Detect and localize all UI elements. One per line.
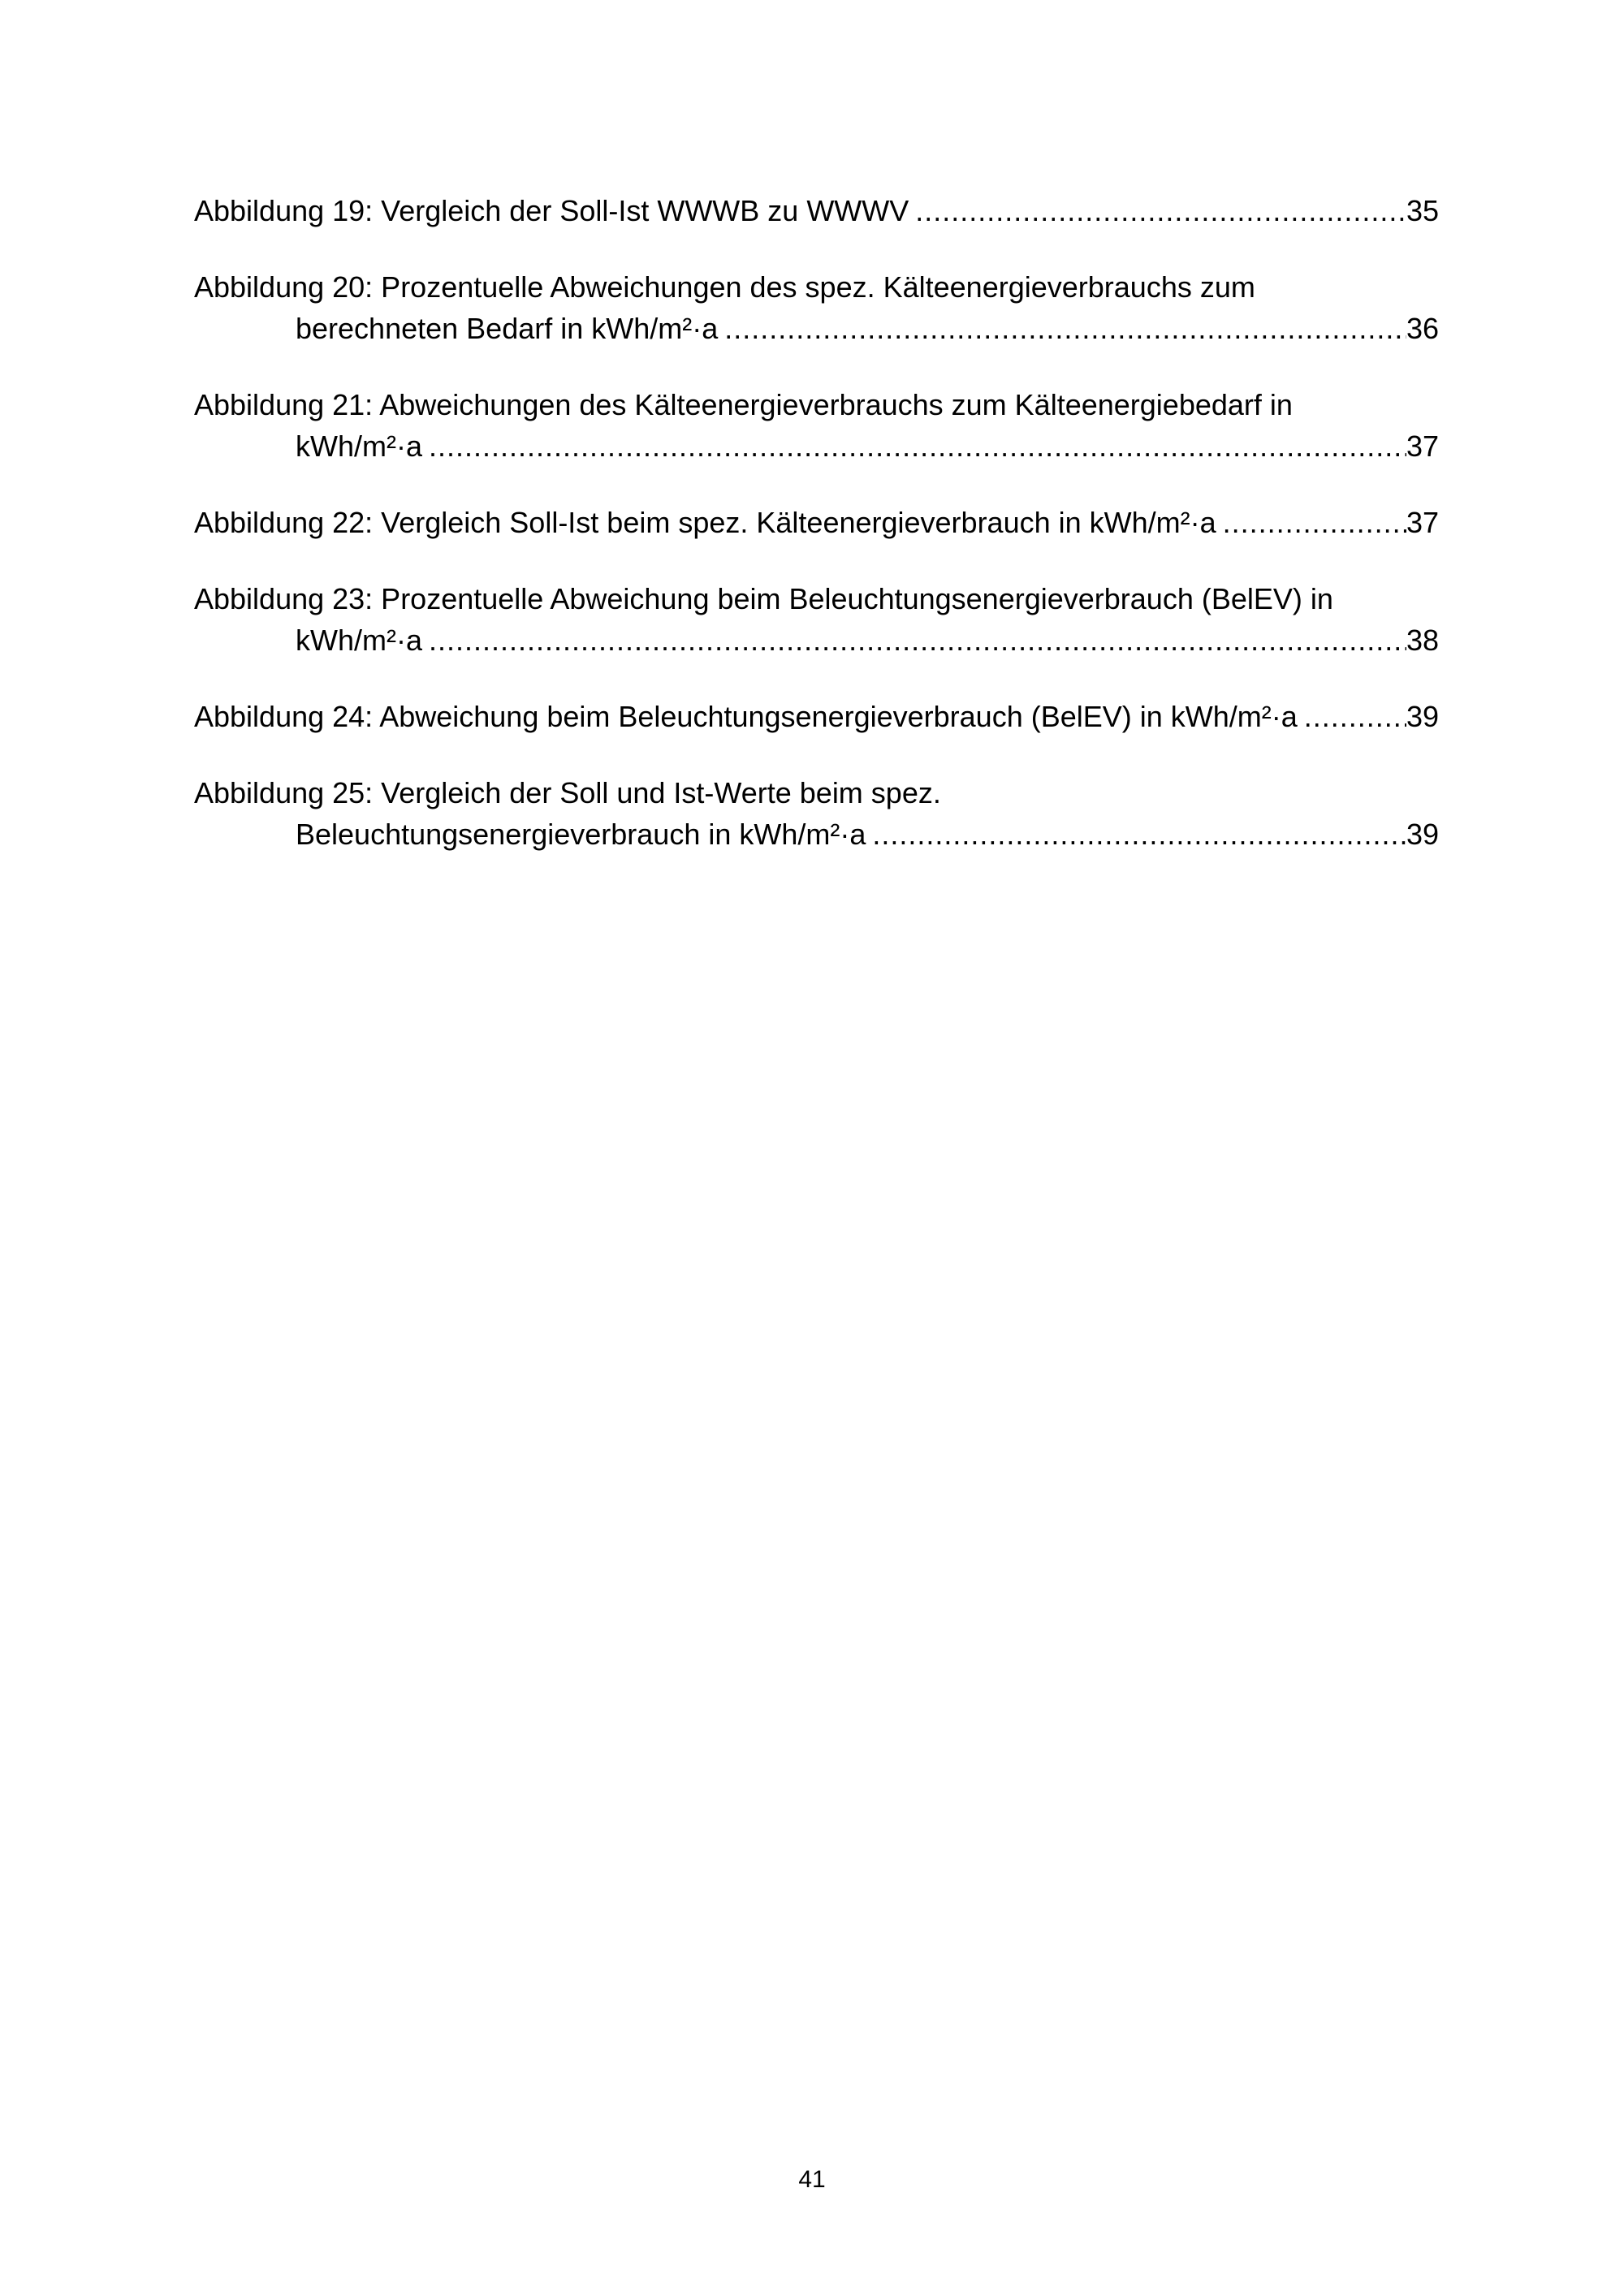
toc-entry[interactable]	[194, 502, 1439, 543]
list-of-figures	[194, 190, 1439, 890]
toc-entry-line	[194, 190, 1439, 231]
toc-entry-line	[194, 772, 1439, 814]
dot-leader	[1223, 502, 1406, 543]
toc-entry-title: Abbildung 19: Vergleich der Soll-Ist WWWB zu WWWV	[194, 194, 909, 227]
dot-leader	[429, 425, 1406, 467]
toc-entry-line	[194, 384, 1439, 425]
dot-leader	[915, 190, 1406, 231]
toc-entry-title: Abbildung 22: Vergleich Soll-Ist beim spez. Kälteenergieverbrauch in kWh/m²·a	[194, 506, 1216, 539]
toc-entry-line	[194, 578, 1439, 619]
toc-entry-page: 39	[1406, 700, 1439, 733]
toc-entry-page: 37	[1406, 429, 1439, 463]
toc-entry-page: 39	[1406, 818, 1439, 851]
toc-entry-line	[194, 308, 1439, 349]
toc-entry-page: 37	[1406, 506, 1439, 539]
toc-entry-title: Abbildung 24: Abweichung beim Beleuchtungsenergieverbrauch (BelEV) in kWh/m²·a	[194, 700, 1298, 733]
toc-entry-title-continued: kWh/m²·a	[296, 429, 422, 463]
toc-entry[interactable]	[194, 772, 1439, 855]
toc-entry-title: Abbildung 25: Vergleich der Soll und Ist-Werte beim spez.	[194, 776, 941, 809]
toc-entry-title: Abbildung 21: Abweichungen des Kälteenergieverbrauchs zum Kälteenergiebedarf in	[194, 388, 1293, 421]
toc-entry[interactable]	[194, 190, 1439, 231]
dot-leader	[1304, 696, 1406, 737]
toc-entry-title-continued: kWh/m²·a	[296, 624, 422, 657]
toc-entry-line	[194, 814, 1439, 855]
toc-entry[interactable]	[194, 578, 1439, 661]
page-number: 41	[798, 2166, 826, 2193]
toc-entry-line	[194, 425, 1439, 467]
toc-entry-line	[194, 619, 1439, 661]
toc-entry[interactable]	[194, 384, 1439, 467]
toc-entry-title: Abbildung 23: Prozentuelle Abweichung beim Beleuchtungsenergieverbrauch (BelEV) in	[194, 582, 1333, 615]
dot-leader	[724, 308, 1406, 349]
toc-entry-page: 38	[1406, 624, 1439, 657]
toc-entry[interactable]	[194, 266, 1439, 349]
toc-entry-title-continued: Beleuchtungsenergieverbrauch in kWh/m²·a	[296, 818, 866, 851]
toc-entry[interactable]	[194, 696, 1439, 737]
toc-entry-line	[194, 266, 1439, 308]
toc-entry-page: 35	[1406, 194, 1439, 227]
dot-leader	[429, 619, 1406, 661]
toc-entry-line	[194, 696, 1439, 737]
toc-entry-page: 36	[1406, 312, 1439, 345]
toc-entry-title-continued: berechneten Bedarf in kWh/m²·a	[296, 312, 719, 345]
toc-entry-title: Abbildung 20: Prozentuelle Abweichungen des spez. Kälteenergieverbrauchs zum	[194, 270, 1255, 304]
toc-entry-line	[194, 502, 1439, 543]
dot-leader	[872, 814, 1406, 855]
